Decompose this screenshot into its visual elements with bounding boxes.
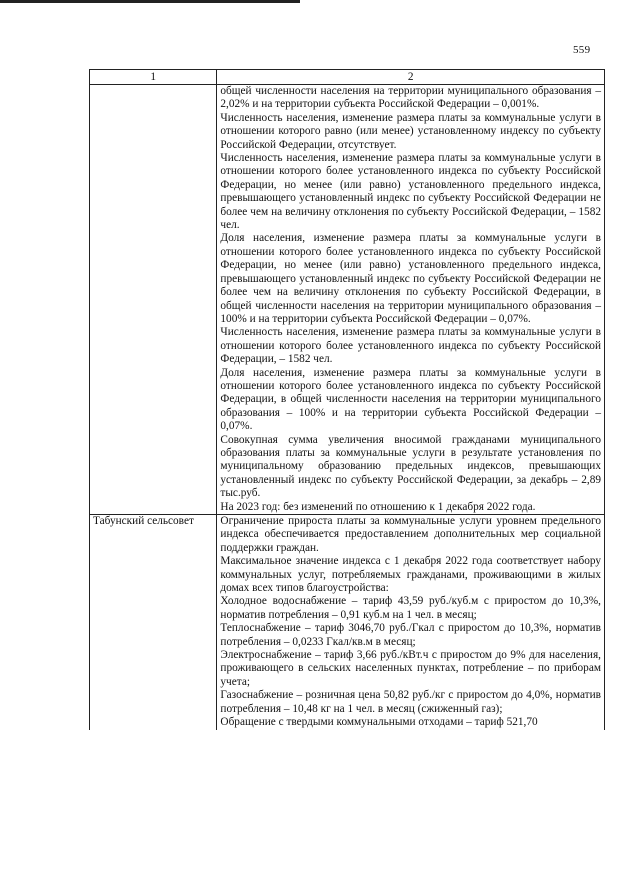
paragraph: Обращение с твердыми коммунальными отходами – тариф 521,70 bbox=[220, 716, 538, 729]
paragraph: Холодное водоснабжение – тариф 43,59 руб./куб.м с приростом до 10,3%, норматив потребления – 0,91 куб.м на 1 чел. в месяц; bbox=[220, 595, 601, 621]
paragraph: общей численности населения на территории муниципального образования – 2,02% и на территории субъекта Российской Федерации – 0,001%. bbox=[220, 85, 601, 111]
table-header-row bbox=[90, 70, 605, 85]
row-content bbox=[217, 515, 605, 730]
paragraph: Доля населения, изменение размера платы за коммунальные услуги в отношении которого более установленного индекса по субъекту Российской Федерации, но менее (или равно) установленного предельного индекса, превышающего установленный индекс по субъекту Российской Федерации не более чем на величину отклонения по субъекту Российской Федерации, в общей численности населения на территории муниципального образования – 100% и на территории субъекта Российской Федерации – 0,07%. bbox=[220, 232, 601, 325]
row-label bbox=[90, 85, 217, 515]
table-row bbox=[90, 515, 605, 730]
paragraph: Электроснабжение – тариф 3,66 руб./кВт.ч с приростом до 9% для населения, проживающего в сельских населенных пунктах, потребление – по приборам учета; bbox=[220, 649, 601, 688]
paragraph: Доля населения, изменение размера платы за коммунальные услуги в отношении которого более установленного индекса по субъекту Российской Федерации, в общей численности населения на территории муниципального образования – 100% и на территории субъекта Российской Федерации – 0,07%. bbox=[220, 366, 601, 433]
scan-edge-mark bbox=[0, 0, 300, 3]
paragraph: Совокупная сумма увеличения вносимой гражданами муниципального образования платы за коммунальные услуги в результате установления по муниципальному образованию предельных индексов, превышающих установленный индекс по субъекту Российской Федерации, за декабрь – 2,89 тыс.руб. bbox=[220, 433, 601, 500]
paragraph: Численность населения, изменение размера платы за коммунальные услуги в отношении которого равно (или менее) установленному индексу по субъекту Российской Федерации, отсутствует. bbox=[220, 111, 601, 151]
document-table bbox=[89, 69, 605, 730]
paragraph: Газоснабжение – розничная цена 50,82 руб./кг с приростом до 4,0%, норматив потребления – 10,48 кг на 1 чел. в месяц (сжиженный газ); bbox=[220, 689, 601, 715]
paragraph: Теплоснабжение – тариф 3046,70 руб./Гкал с приростом до 10,3%, норматив потребления – 0,0233 Гкал/кв.м в месяц; bbox=[220, 622, 601, 648]
paragraph: Максимальное значение индекса с 1 декабря 2022 года соответствует набору коммунальных услуг, потребляемых гражданами, проживающими в жилых домах всех типов благоустройства: bbox=[220, 555, 601, 595]
row-content bbox=[217, 85, 605, 515]
paragraph: На 2023 год: без изменений по отношению к 1 декабря 2022 года. bbox=[220, 500, 536, 513]
paragraph: Ограничение прироста платы за коммунальные услуги уровнем предельного индекса обеспечивается предоставлением дополнительных мер социальной поддержки граждан. bbox=[220, 515, 601, 554]
page-number: 559 bbox=[573, 44, 591, 56]
table-row bbox=[90, 85, 605, 515]
row-label: Табунский сельсовет bbox=[90, 515, 217, 730]
header-cell-2: 2 bbox=[217, 70, 605, 85]
header-cell-1: 1 bbox=[90, 70, 217, 85]
paragraph: Численность населения, изменение размера платы за коммунальные услуги в отношении которого более установленного индекса по субъекту Российской Федерации, но менее (или равно) установленного предельного индекса, превышающего установленный индекс по субъекту Российской Федерации не более чем на величину отклонения по субъекту Российской Федерации, – 1582 чел. bbox=[220, 152, 601, 232]
paragraph: Численность населения, изменение размера платы за коммунальные услуги в отношении которого более установленного индекса по субъекту Российской Федерации, – 1582 чел. bbox=[220, 326, 601, 366]
